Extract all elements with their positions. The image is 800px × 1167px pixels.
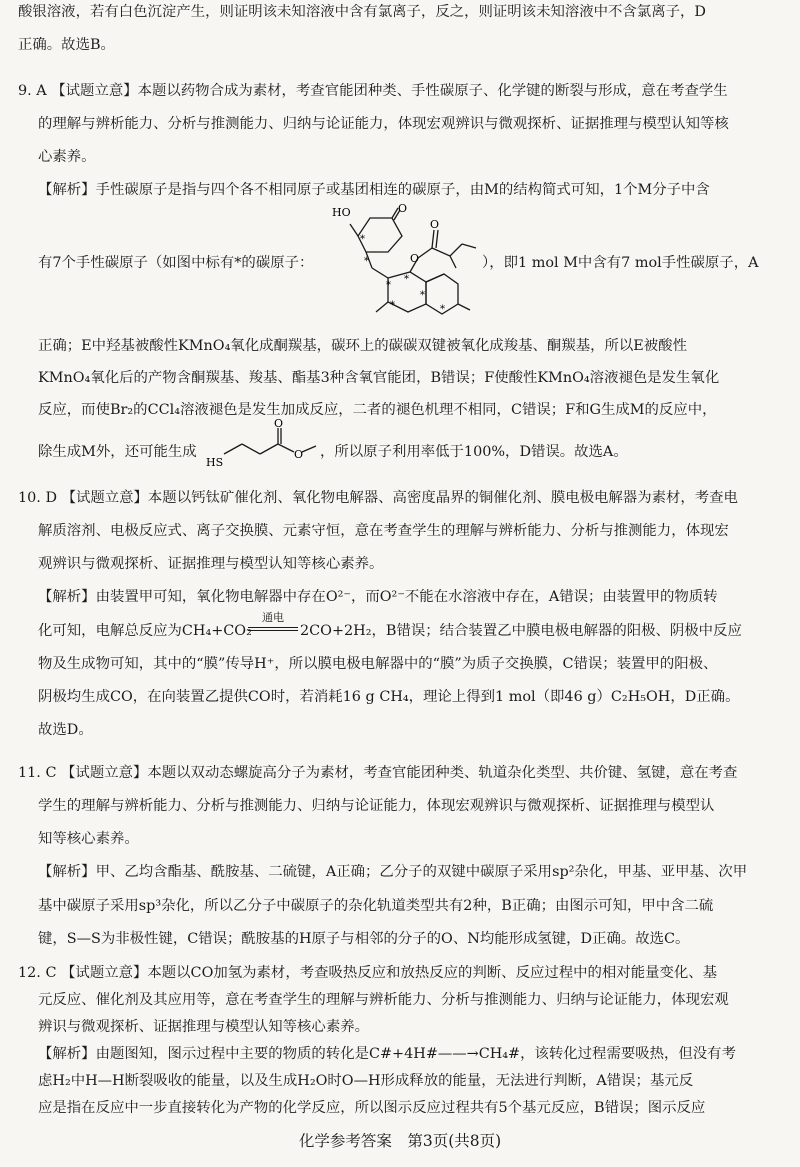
- line-7: ），即1 mol M中含有7 mol手性碳原子，A: [482, 255, 759, 271]
- line-26: 基中碳原子采用sp³杂化，所以乙分子中碳原子的杂化轨道类型共有2种，B正确；由图示可知，甲中含二硫: [38, 898, 714, 914]
- line-23: 学生的理解与辨析能力、分析与推测能力、归纳与论证能力，体现宏观辨识与微观探析、证据推理与模型认: [38, 798, 715, 814]
- byproduct-o-label: O: [274, 418, 284, 430]
- line-2: 9. A 【试题立意】本题以药物合成为素材，考查官能团种类、手性碳原子、化学键的断裂与形成，意在考查学生: [18, 83, 728, 99]
- line-19: 物及生成物可知，其中的“膜”传导H⁺，所以膜电极电解器中的“膜”为质子交换膜，C错误；装置甲的阳极、: [38, 656, 718, 672]
- chiral-star-3: *: [386, 280, 391, 291]
- chiral-star-7: *: [440, 304, 445, 315]
- line-13: 10. D 【试题立意】本题以钙钛矿催化剂、氧化物电解器、高密度晶界的铜催化剂、膜电极电解器为素材，考查电: [18, 490, 738, 506]
- chiral-star-6: *: [390, 300, 395, 311]
- chiral-star-4: *: [404, 274, 409, 285]
- chiral-star-1: *: [360, 234, 365, 245]
- line-31: 【解析】由题图知，图示过程中主要的物质的转化是C#+4H#——→CH₄#，该转化过程需要吸热，但没有考: [38, 1046, 736, 1062]
- line-8: 正确；E中羟基被酸性KMnO₄氧化成酮羰基，碳环上的碳碳双键被氧化成羧基、酮羰基，所以E被酸性: [38, 338, 687, 354]
- line-28: 12. C 【试题立意】本题以CO加氢为素材，考查吸热反应和放热反应的判断、反应过程中的相对能量变化、基: [18, 965, 718, 981]
- line-17: 化可知，电解总反应为CH₄+CO₂: [38, 623, 252, 639]
- byproduct-hs-label: HS: [206, 456, 224, 469]
- page-footer: 化学参考答案 第3页(共8页): [298, 1132, 502, 1150]
- line-10: 反应，而使Br₂的CCl₄溶液褪色是发生加成反应，二者的褪色机理不相同，C错误；F和G生成M的反应中，: [38, 402, 717, 418]
- line-15: 观辨识与微观探析、证据推理与模型认知等核心素养。: [38, 556, 384, 572]
- line-4: 心素养。: [38, 149, 96, 165]
- line-3: 的理解与辨析能力、分析与推测能力、归纳与论证能力，体现宏观辨识与微观探析、证据推理与模型认知等核: [38, 116, 729, 132]
- line-30: 辨识与微观探析、证据推理与模型认知等核心素养。: [38, 1019, 369, 1035]
- byproduct-structure: [202, 418, 322, 470]
- line-22: 11. C 【试题立意】本题以双动态螺旋高分子为素材，考查官能团种类、轨道杂化类型、共价键、氢键，意在考查: [18, 765, 738, 781]
- line-14: 解质溶剂、电极反应式、离子交换膜、元素守恒，意在考查学生的理解与辨析能力、分析与推测能力，体现宏: [38, 523, 729, 539]
- chiral-star-2: *: [364, 256, 369, 267]
- chiral-star-5: *: [420, 290, 425, 301]
- line-5: 【解析】手性碳原子是指与四个各不相同原子或基团相连的碳原子，由M的结构简式可知，1个M分子中含: [38, 182, 710, 198]
- line-33: 应是指在反应中一步直接转化为产物的化学反应，所以图示反应过程共有5个基元反应，B错误；图示反应: [38, 1100, 706, 1116]
- molecule-o-label-3: O: [430, 218, 440, 231]
- line-16: 【解析】由装置甲可知，氧化物电解器中存在O²⁻，而O²⁻不能在水溶液中存在，A错误；由装置甲的物质转: [38, 589, 718, 605]
- arrow-label: 通电: [262, 611, 284, 624]
- line-32: 虑H₂中H—H断裂吸收的能量，以及生成H₂O时O—H形成释放的能量，无法进行判断，A错误；基元反: [38, 1073, 694, 1089]
- arrow-line: [248, 627, 298, 631]
- line-18: 2CO+2H₂，B错误；结合装置乙中膜电极电解器的阳极、阴极中反应: [300, 623, 742, 639]
- line-9: KMnO₄氧化后的产物含酮羰基、羧基、酯基3种含氧官能团，B错误；F使酸性KMnO₄溶液褪色是发生氧化: [38, 370, 720, 386]
- line-25: 【解析】甲、乙均含酯基、酰胺基、二硫键，A正确；乙分子的双键中碳原子采用sp²杂化，甲基、亚甲基、次甲: [38, 864, 748, 880]
- line-0: 酸银溶液，若有白色沉淀产生，则证明该未知溶液中含有氯离子，反之，则证明该未知溶液中不含氯离子，D: [18, 4, 706, 20]
- molecule-o-label-2: O: [410, 252, 420, 265]
- line-21: 故选D。: [38, 722, 93, 738]
- molecule-ho-label: HO: [332, 206, 351, 219]
- line-27: 键，S—S为非极性键，C错误；酰胺基的H原子与相邻的分子的O、N均能形成氢键，D正确。故选C。: [38, 931, 690, 947]
- line-24: 知等核心素养。: [38, 831, 139, 847]
- line-20: 阴极均生成CO，在向装置乙提供CO时，若消耗16 g CH₄，理论上得到1 mol（即46 g）C₂H₅OH，D正确。: [38, 689, 740, 705]
- line-11: 除生成M外，还可能生成: [38, 444, 197, 460]
- molecule-m-structure: [330, 200, 480, 325]
- line-1: 正确。故选B。: [18, 37, 115, 53]
- electrolysis-arrow: [248, 612, 298, 631]
- line-29: 元反应、催化剂及其应用等，意在考查学生的理解与辨析能力、分析与推测能力、归纳与论证能力，体现宏观: [38, 992, 729, 1008]
- line-6: 有7个手性碳原子（如图中标有*的碳原子：: [38, 255, 314, 271]
- byproduct-o-label-2: O: [294, 448, 304, 461]
- molecule-o-label: O: [398, 202, 408, 215]
- line-12: ，所以原子利用率低于100%，D错误。故选A。: [320, 444, 628, 460]
